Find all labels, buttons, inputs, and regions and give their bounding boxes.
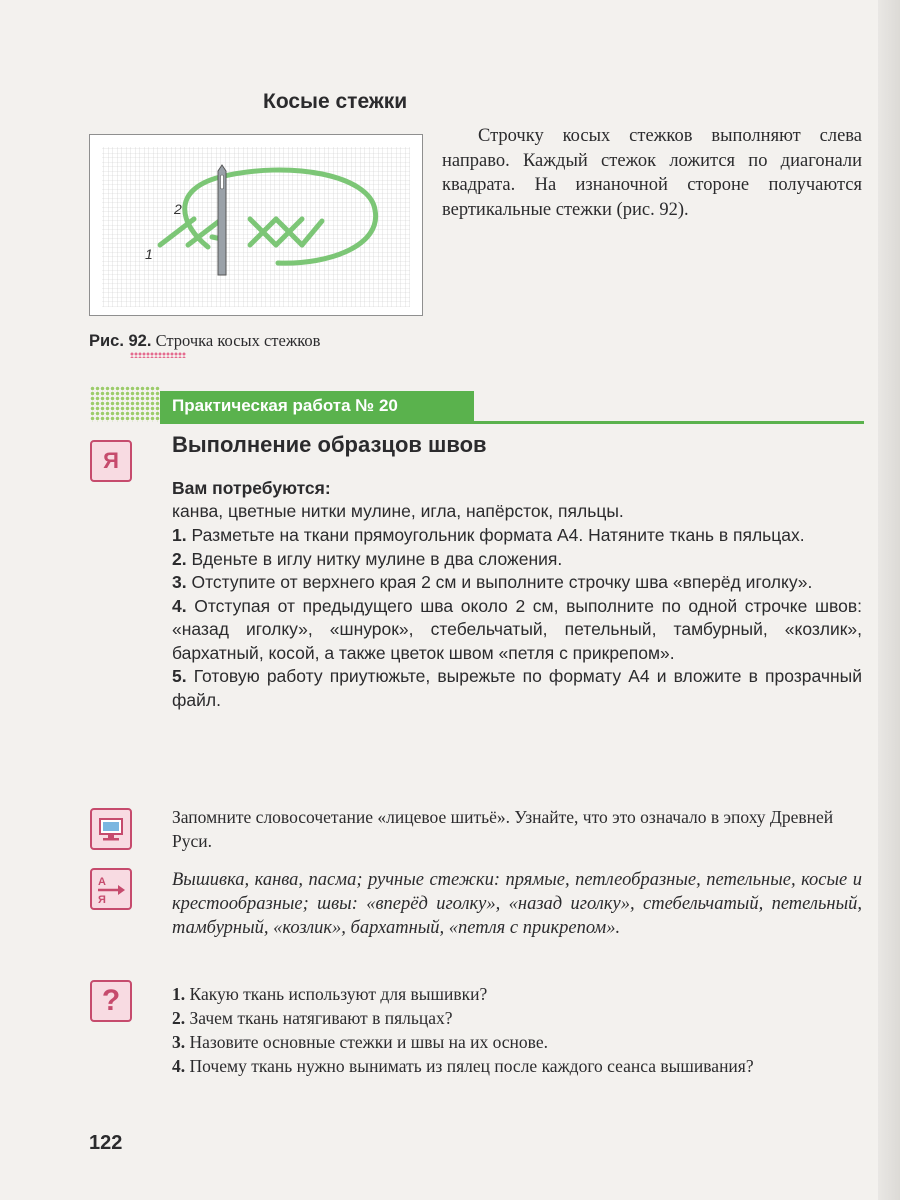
page-number: 122 bbox=[89, 1132, 123, 1154]
needle-eye bbox=[221, 175, 224, 189]
practical-work-rule bbox=[474, 421, 864, 424]
step-text: Отступите от верхнего края 2 см и выполните строчку шва «вперёд иголку». bbox=[191, 572, 813, 592]
questions-list bbox=[172, 982, 862, 1078]
computer-icon bbox=[90, 808, 132, 850]
tools-heading: Вам потребуются: bbox=[172, 478, 331, 498]
question-item bbox=[172, 1054, 862, 1078]
figure-caption-text: Строчка косых стежков bbox=[155, 331, 321, 350]
steps-list bbox=[172, 524, 862, 712]
step-item bbox=[172, 548, 862, 572]
step-number: 1. bbox=[172, 525, 187, 545]
question-text: Почему ткань нужно вынимать из пялец после каждого сеанса вышивания? bbox=[189, 1056, 754, 1076]
step-text: Разметьте на ткани прямоугольник формата А4. Натяните ткань в пяльцах. bbox=[191, 525, 805, 545]
question-item bbox=[172, 1030, 862, 1054]
caption-dots bbox=[130, 352, 186, 358]
figure-caption bbox=[89, 331, 320, 351]
practical-work-title: Выполнение образцов швов bbox=[172, 432, 487, 457]
question-number: 1. bbox=[172, 984, 186, 1004]
step-text: Готовую работу приутюжьте, вырежьте по формату А4 и вложите в прозрачный файл. bbox=[172, 666, 862, 710]
glossary-icon-bottom: Я bbox=[98, 894, 106, 906]
question-number: 3. bbox=[172, 1032, 186, 1052]
tools-text: канва, цветные нитки мулине, игла, напёрсток, пяльцы. bbox=[172, 501, 624, 521]
glossary-icon-top: А bbox=[98, 876, 106, 888]
question-item bbox=[172, 982, 862, 1006]
step-item bbox=[172, 524, 862, 548]
stitch-figure bbox=[89, 134, 423, 316]
label-2: 2 bbox=[174, 201, 182, 217]
practical-work-dots bbox=[90, 386, 160, 422]
monitor-icon bbox=[92, 810, 130, 848]
question-number: 2. bbox=[172, 1008, 186, 1028]
question-text: Какую ткань используют для вышивки? bbox=[189, 984, 488, 1004]
question-icon: ? bbox=[90, 980, 132, 1022]
step-text: Отступая от предыдущего шва около 2 см, выполните по одной строчке швов: «назад иголку», «шнурок», стебельчатый, петельный, тамбурный, «козлик», бархатный, косой, а также цветок швом «петля с прикрепом». bbox=[172, 595, 862, 663]
step-item bbox=[172, 571, 862, 595]
question-text: Зачем ткань натягивают в пяльцах? bbox=[189, 1008, 453, 1028]
a-to-ya-icon bbox=[92, 870, 130, 908]
key-terms: Вышивка, канва, пасма; ручные стежки: прямые, петлеобразные, петельные, косые и крестообразные; швы: «вперёд иголку», «назад иголку», стебельчатый, петельный, тамбурный, «козлик», бархатный, «петля с прикрепом». bbox=[172, 870, 862, 938]
stitch-diagram bbox=[90, 135, 422, 315]
practical-work-label: Практическая работа № 20 bbox=[172, 396, 398, 415]
page-edge bbox=[878, 0, 900, 1200]
label-1: 1 bbox=[145, 246, 153, 262]
self-task-icon: Я bbox=[90, 440, 132, 482]
section-title: Косые стежки bbox=[263, 90, 408, 113]
question-item bbox=[172, 1006, 862, 1030]
step-item bbox=[172, 595, 862, 666]
figure-caption-number: Рис. 92. bbox=[89, 332, 152, 350]
step-number: 2. bbox=[172, 548, 187, 569]
question-number: 4. bbox=[172, 1056, 186, 1076]
step-number: 4. bbox=[172, 595, 187, 616]
step-text: Вденьте в иглу нитку мулине в два сложения. bbox=[191, 548, 563, 569]
glossary-icon bbox=[90, 868, 132, 910]
step-number: 5. bbox=[172, 666, 187, 686]
step-item bbox=[172, 665, 862, 712]
intro-paragraph: Строчку косых стежков выполняют слева направо. Каждый стежок ложится по диагонали квадрата. На изнаночной стороне получаются вертикальные стежки (рис. 92). bbox=[442, 126, 862, 220]
step-number: 3. bbox=[172, 572, 187, 592]
question-text: Назовите основные стежки и швы на их основе. bbox=[189, 1032, 548, 1052]
remember-paragraph: Запомните словосочетание «лицевое шитьё». Узнайте, что это означало в эпоху Древней Руси. bbox=[172, 807, 834, 851]
